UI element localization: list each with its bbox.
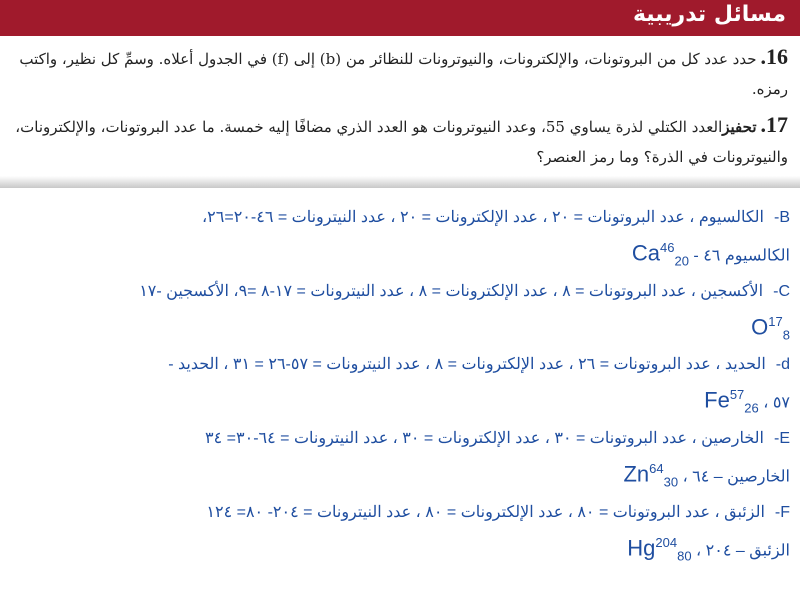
answer-b	[8, 204, 790, 278]
answer-label: B-	[774, 209, 790, 226]
question-17	[12, 110, 788, 172]
answer-f	[8, 499, 790, 573]
isotope-symbol: $Fe^{57}_{26}$	[704, 387, 759, 417]
question-text: العدد الكتلي لذرة يساوي 55، وعدد النيوترونات هو العدد الذري مضافًا إليه خمسة. ما عدد البروتونات، والإلكترونات، والنيوترونات في الذرة؟ وما رمز العنصر؟	[15, 118, 788, 166]
textbook-excerpt	[0, 0, 800, 188]
answer-label: d-	[775, 356, 790, 374]
answer-text: الخارصين ، عدد البروتونات = ٣٠ ، عدد الإلكترونات = ٣٠ ، عدد النيترونات = ٦٤-٣٠= ٣٤	[205, 430, 764, 448]
answer-text: الزئبق ، عدد البروتونات = ٨٠ ، عدد الإلكترونات = ٨٠ ، عدد النيترونات = ٢٠٤- ٨٠= ١٢٤	[206, 503, 765, 521]
answer-label: F-	[774, 503, 790, 521]
isotope-symbol: $O^{17}_8$	[751, 313, 790, 343]
isotope-symbol: $Ca^{46}_{20}$	[631, 240, 689, 269]
answer-name: الكالسيوم ٤٦ -	[693, 247, 790, 265]
answer-text: الأكسجين ، عدد البروتونات = ٨ ، عدد الإلكترونات = ٨ ، عدد النيترونات = ١٧-٨ =٩، الأكسجين -١٧	[139, 282, 764, 300]
page-edge-shadow	[0, 176, 800, 188]
answer-text: الحديد ، عدد البروتونات = ٢٦ ، عدد الإلكترونات = ٨ ، عدد النيترونات = ٥٧-٢٦ = ٣١ ، الحديد -	[168, 356, 766, 374]
answer-label: C-	[773, 282, 790, 300]
question-highlight: تحفيز	[722, 118, 757, 136]
question-16	[12, 42, 788, 104]
answer-e	[8, 425, 790, 499]
isotope-symbol: $Zn^{64}_{30}$	[623, 461, 679, 490]
section-header-bar	[0, 0, 800, 36]
isotope-symbol: $Hg^{204}_{80}$	[627, 534, 692, 564]
question-text: حدد عدد كل من البروتونات، والإلكترونات، والنيوترونات للنظائر من (b) إلى (f) في الجدول أعلاه. وسمِّ كل نظير، واكتب رمزه.	[19, 50, 788, 98]
answers-list	[8, 204, 790, 573]
answer-name: الخارصين – ٦٤ ،	[682, 468, 790, 486]
section-title: مسائل تدريبية	[632, 2, 786, 27]
answer-name: ٥٧ ،	[763, 394, 790, 412]
question-number: 17.	[760, 112, 788, 137]
answer-c	[8, 278, 790, 352]
question-number: 16.	[760, 44, 788, 69]
answer-text: الكالسيوم ، عدد البروتونات = ٢٠ ، عدد الإلكترونات = ٢٠ ، عدد النيترونات = ٤٦-٢٠=٢٦،	[202, 209, 764, 226]
answer-d	[8, 351, 790, 425]
answer-label: E-	[774, 430, 790, 448]
answer-name: الزئبق – ٢٠٤ ،	[696, 542, 790, 560]
